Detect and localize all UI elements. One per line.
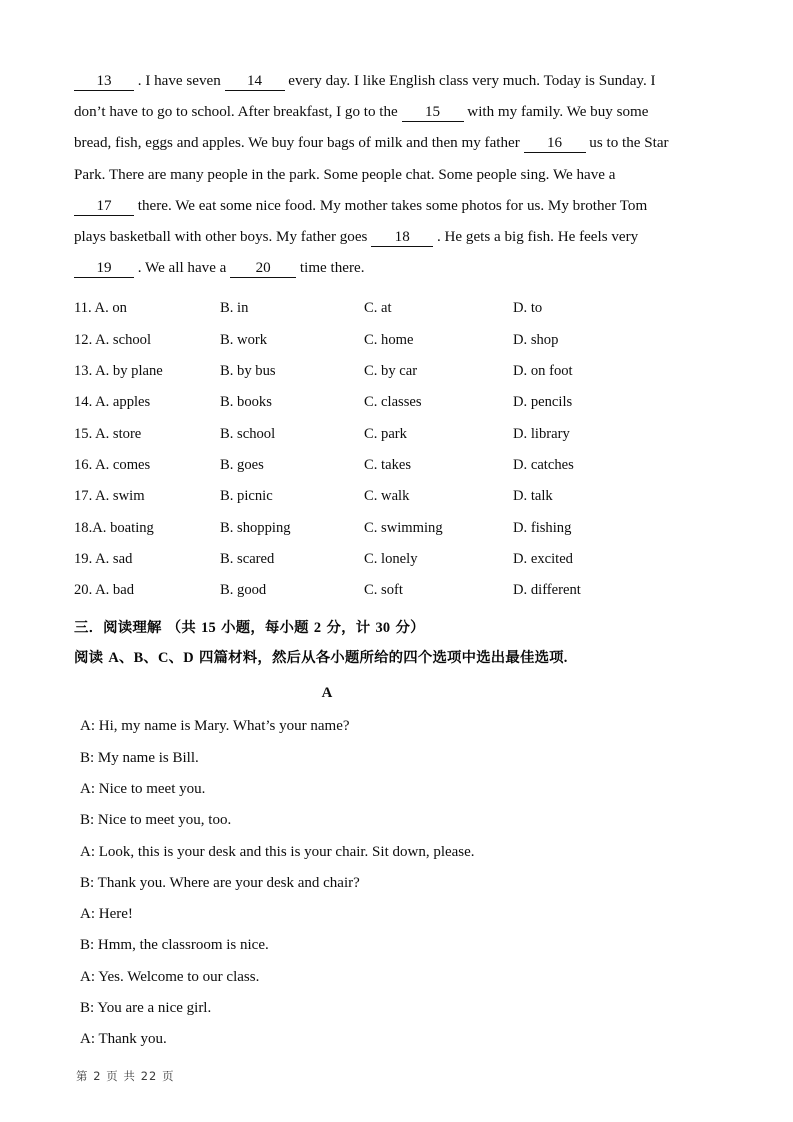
- cloze-blank-13[interactable]: 13: [74, 74, 134, 91]
- cloze-blank-20[interactable]: 20: [230, 261, 296, 278]
- option-b[interactable]: B. books: [220, 394, 272, 411]
- option-d[interactable]: D. fishing: [513, 519, 572, 536]
- dialogue-line: B: Nice to meet you, too.: [80, 812, 232, 829]
- option-d[interactable]: D. different: [513, 582, 581, 599]
- option-c[interactable]: C. classes: [364, 394, 422, 411]
- cloze-blank-14[interactable]: 14: [225, 74, 285, 91]
- option-b[interactable]: B. school: [220, 425, 276, 442]
- passage-line: don’t have to go to school. After breakfast, I go to the 15 with my family. We buy some: [74, 104, 649, 121]
- latin-run: 2: [313, 620, 322, 637]
- reading-dialogue: [74, 711, 708, 1055]
- option-row: [74, 575, 708, 606]
- cloze-blank-15[interactable]: 15: [402, 105, 464, 122]
- option-d[interactable]: D. pencils: [513, 394, 573, 411]
- option-d[interactable]: D. to: [513, 300, 543, 317]
- dialogue-line: B: You are a nice girl.: [80, 1000, 212, 1017]
- latin-run: A: [108, 650, 119, 667]
- option-c[interactable]: C. takes: [364, 456, 412, 473]
- latin-run: B: [133, 650, 144, 667]
- option-c[interactable]: C. walk: [364, 488, 410, 505]
- passage-line: 13 . I have seven 14 every day. I like English class very much. Today is Sunday. I: [74, 66, 708, 97]
- option-b[interactable]: B. work: [220, 331, 268, 348]
- section-heading: 三．阅读理解 （共 15 小题，每小题 2 分，计 30 分）: [74, 620, 425, 637]
- option-row: [74, 356, 708, 387]
- dialogue-line: B: My name is Bill.: [80, 749, 199, 766]
- option-b[interactable]: B. goes: [220, 456, 264, 473]
- option-row: [74, 544, 708, 575]
- dialogue-line: A: Here!: [80, 906, 133, 923]
- option-a[interactable]: 15. A. store: [74, 425, 142, 442]
- passage-line: bread, fish, eggs and apples. We buy four bags of milk and then my father 16 us to the Star: [74, 135, 669, 152]
- option-b[interactable]: B. shopping: [220, 519, 291, 536]
- passage-line: 19 . We all have a 20 time there.: [74, 253, 708, 284]
- latin-run: C: [158, 650, 169, 667]
- option-c[interactable]: C. soft: [364, 582, 403, 599]
- option-a[interactable]: 12. A. school: [74, 331, 152, 348]
- latin-run: 15: [201, 620, 216, 637]
- multiple-choice-options: [74, 293, 708, 606]
- option-c[interactable]: C. at: [364, 300, 392, 317]
- option-b[interactable]: B. by bus: [220, 363, 276, 380]
- dialogue-line: B: Hmm, the classroom is nice.: [80, 937, 269, 954]
- option-a[interactable]: 20. A. bad: [74, 582, 134, 599]
- option-c[interactable]: C. home: [364, 331, 414, 348]
- option-row: [74, 387, 708, 418]
- option-d[interactable]: D. excited: [513, 550, 573, 567]
- option-row: [74, 450, 708, 481]
- option-c[interactable]: C. swimming: [364, 519, 443, 536]
- option-a[interactable]: 14. A. apples: [74, 394, 151, 411]
- passage-line: 17 there. We eat some nice food. My mother takes some photos for us. My brother Tom: [74, 191, 708, 222]
- option-b[interactable]: B. scared: [220, 550, 275, 567]
- option-d[interactable]: D. talk: [513, 488, 553, 505]
- option-d[interactable]: D. shop: [513, 331, 559, 348]
- option-a[interactable]: 13. A. by plane: [74, 363, 163, 380]
- page-footer: 第 2 页 共 22 页: [76, 1069, 175, 1083]
- page-content: [74, 66, 708, 1056]
- option-a[interactable]: 11. A. on: [74, 300, 127, 317]
- dialogue-line: A: Thank you.: [80, 1031, 167, 1048]
- dialogue-line: B: Thank you. Where are your desk and chair?: [80, 874, 360, 891]
- option-c[interactable]: C. park: [364, 425, 407, 442]
- option-d[interactable]: D. library: [513, 425, 570, 442]
- option-row: [74, 325, 708, 356]
- dialogue-line: A: Hi, my name is Mary. What’s your name?: [80, 718, 350, 735]
- option-d[interactable]: D. catches: [513, 456, 574, 473]
- option-row: [74, 513, 708, 544]
- option-b[interactable]: B. in: [220, 300, 249, 317]
- latin-run: 30: [375, 620, 391, 637]
- option-b[interactable]: B. picnic: [220, 488, 273, 505]
- option-a[interactable]: 18.A. boating: [74, 519, 154, 536]
- cloze-blank-18[interactable]: 18: [371, 230, 433, 247]
- option-b[interactable]: B. good: [220, 582, 267, 599]
- option-d[interactable]: D. on foot: [513, 363, 573, 380]
- option-row: [74, 481, 708, 512]
- option-c[interactable]: C. by car: [364, 363, 418, 380]
- latin-run: .: [563, 650, 568, 667]
- option-row: [74, 293, 708, 324]
- latin-run: D: [183, 650, 194, 667]
- passage-line: plays basketball with other boys. My father goes 18 . He gets a big fish. He feels very: [74, 229, 639, 246]
- section-instruction: 阅读 A、B、C、D 四篇材料，然后从各小题所给的四个选项中选出最佳选项.: [74, 650, 568, 667]
- dialogue-line: A: Yes. Welcome to our class.: [80, 968, 260, 985]
- cloze-blank-19[interactable]: 19: [74, 261, 134, 278]
- cloze-blank-16[interactable]: 16: [524, 136, 586, 153]
- option-row: [74, 419, 708, 450]
- dialogue-line: A: Look, this is your desk and this is your chair. Sit down, please.: [80, 843, 475, 860]
- option-a[interactable]: 17. A. swim: [74, 488, 145, 505]
- material-letter-heading: A: [321, 685, 333, 702]
- option-c[interactable]: C. lonely: [364, 550, 418, 567]
- cloze-passage: [74, 66, 708, 284]
- dialogue-line: A: Nice to meet you.: [80, 780, 206, 797]
- option-a[interactable]: 19. A. sad: [74, 550, 133, 567]
- cloze-blank-17[interactable]: 17: [74, 199, 134, 216]
- passage-line: Park. There are many people in the park. Some people chat. Some people sing. We have a: [74, 166, 616, 183]
- option-a[interactable]: 16. A. comes: [74, 456, 151, 473]
